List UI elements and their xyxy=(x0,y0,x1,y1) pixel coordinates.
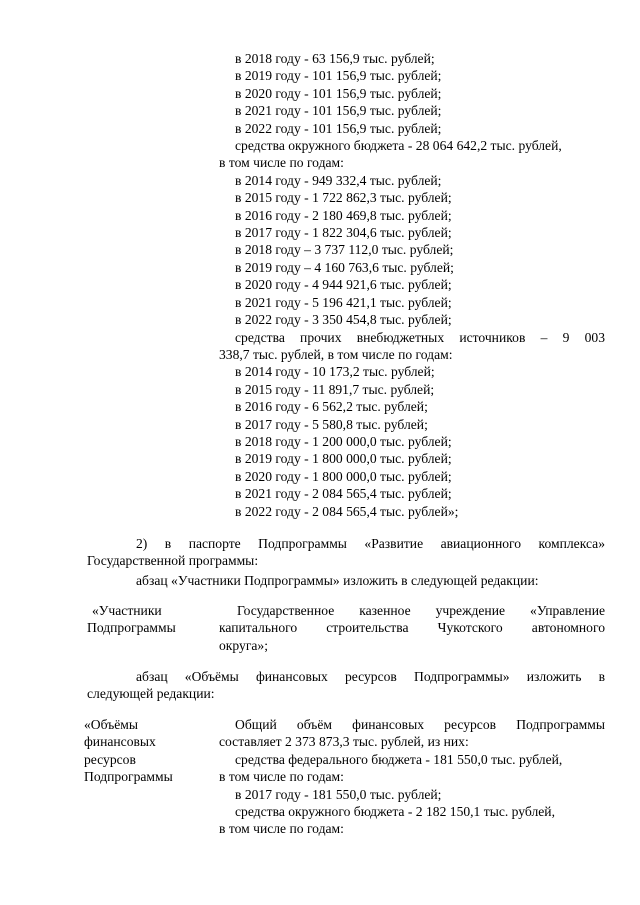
okrug-year-2018: в 2018 году – 3 737 112,0 тыс. рублей; xyxy=(235,242,454,258)
volumes-total-line1: Общий объём финансовых ресурсов Подпрограммы xyxy=(235,717,605,732)
okrug-year-2017: в 2017 году - 1 822 304,6 тыс. рублей; xyxy=(235,225,452,241)
other-year-2022: в 2022 году - 2 084 565,4 тыс. рублей»; xyxy=(235,503,459,519)
other-year-2015: в 2015 году - 11 891,7 тыс. рублей; xyxy=(235,381,435,397)
section-2-heading-cont: Государственной программы: xyxy=(87,553,259,569)
federal-year-2018: в 2018 году - 63 156,9 тыс. рублей; xyxy=(235,51,435,66)
volumes-federal-by-years: в том числе по годам: xyxy=(219,769,344,785)
other-year-2021: в 2021 году - 2 084 565,4 тыс. рублей; xyxy=(235,486,452,502)
section-3-instruction: абзац «Объёмы финансовых ресурсов Подпрограммы» изложить в xyxy=(136,669,605,684)
okrug-year-2014: в 2014 году - 949 332,4 тыс. рублей; xyxy=(235,172,442,188)
section-2-heading: 2) в паспорте Подпрограммы «Развитие авиационного комплекса» xyxy=(136,536,605,551)
volumes-label-line4: Подпрограммы xyxy=(84,769,173,785)
volumes-federal-2017: в 2017 году - 181 550,0 тыс. рублей; xyxy=(235,786,442,802)
other-year-2020: в 2020 году - 1 800 000,0 тыс. рублей; xyxy=(235,468,452,484)
section-2 xyxy=(87,535,605,589)
participants-label-line1: «Участники xyxy=(92,603,162,618)
okrug-year-2022: в 2022 году - 3 350 454,8 тыс. рублей; xyxy=(235,312,452,328)
section-3 xyxy=(87,668,605,703)
other-year-2017: в 2017 году - 5 580,8 тыс. рублей; xyxy=(235,416,428,432)
other-sources-total: средства прочих внебюджетных источников – 9 003 xyxy=(235,329,605,345)
other-year-2016: в 2016 году - 6 562,2 тыс. рублей; xyxy=(235,399,428,415)
budget-breakdown xyxy=(219,50,605,520)
okrug-budget-total: средства окружного бюджета - 28 064 642,2 тыс. рублей, xyxy=(235,138,562,154)
participants-label xyxy=(87,602,215,637)
volumes-label-line3: ресурсов xyxy=(84,751,136,767)
volumes-federal-total: средства федерального бюджета - 181 550,0 тыс. рублей, xyxy=(235,751,563,767)
volumes-okrug-total: средства окружного бюджета - 2 182 150,1 тыс. рублей, xyxy=(235,804,555,820)
section-2-instruction: абзац «Участники Подпрограммы» изложить в следующей редакции: xyxy=(136,572,539,588)
okrug-year-2020: в 2020 году - 4 944 921,6 тыс. рублей; xyxy=(235,277,452,293)
federal-year-2020: в 2020 году - 101 156,9 тыс. рублей; xyxy=(235,85,442,101)
volumes-label-line2: финансовых xyxy=(84,734,156,750)
federal-year-2022: в 2022 году - 101 156,9 тыс. рублей; xyxy=(235,120,442,136)
okrug-year-2019: в 2019 году – 4 160 763,6 тыс. рублей; xyxy=(235,259,454,275)
participants-value-line3: округа»; xyxy=(219,637,268,653)
okrug-year-2021: в 2021 году - 5 196 421,1 тыс. рублей; xyxy=(235,294,452,310)
okrug-budget-by-years: в том числе по годам: xyxy=(219,155,344,171)
volumes-value xyxy=(219,716,605,838)
okrug-year-2016: в 2016 году - 2 180 469,8 тыс. рублей; xyxy=(235,207,452,223)
other-year-2014: в 2014 году - 10 173,2 тыс. рублей; xyxy=(235,364,435,380)
participants-label-line2: Подпрограммы xyxy=(87,620,176,636)
participants-value xyxy=(219,602,605,654)
participants-value-line1: Государственное казенное учреждение «Управление xyxy=(237,603,605,618)
volumes-total-line2: составляет 2 373 873,3 тыс. рублей, из них: xyxy=(219,734,469,750)
volumes-label xyxy=(84,716,216,786)
other-sources-by-years: 338,7 тыс. рублей, в том числе по годам: xyxy=(219,346,453,362)
other-year-2019: в 2019 году - 1 800 000,0 тыс. рублей; xyxy=(235,451,452,467)
other-year-2018: в 2018 году - 1 200 000,0 тыс. рублей; xyxy=(235,433,452,449)
federal-year-2019: в 2019 году - 101 156,9 тыс. рублей; xyxy=(235,68,442,84)
federal-year-2021: в 2021 году - 101 156,9 тыс. рублей; xyxy=(235,103,442,119)
okrug-year-2015: в 2015 году - 1 722 862,3 тыс. рублей; xyxy=(235,190,452,206)
volumes-label-line1: «Объёмы xyxy=(84,717,138,732)
section-3-instruction-cont: следующей редакции: xyxy=(87,686,215,702)
participants-value-line2: капитального строительства Чукотского автономного xyxy=(219,620,605,636)
volumes-okrug-by-years: в том числе по годам: xyxy=(219,821,344,837)
